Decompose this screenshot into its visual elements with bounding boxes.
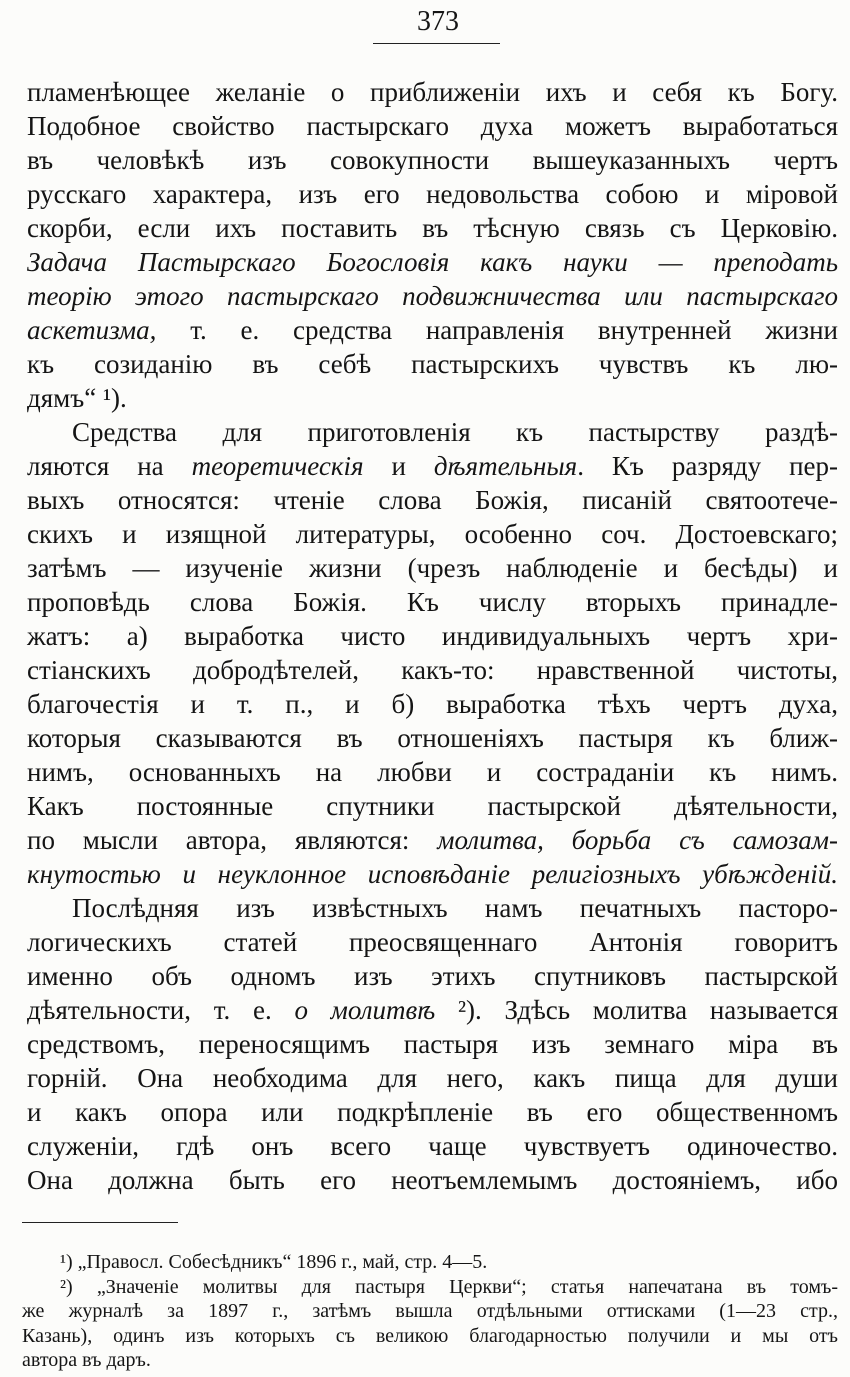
- text-line: Средства для приготовленія къ пастырству раздѣ-: [72, 417, 838, 447]
- footnote-line: ¹) „Правосл. Собесѣдникъ“ 1896 г., май, стр. 4—5.: [60, 1251, 488, 1273]
- text-line: къ созиданію въ себѣ пастырскихъ чувствъ къ лю-: [27, 349, 838, 379]
- page-number: 373: [417, 6, 459, 37]
- footnotes: [22, 1250, 838, 1373]
- text-line: логическихъ статей преосвященнаго Антонія говоритъ: [27, 927, 838, 957]
- page-number-rule: [373, 43, 500, 44]
- footnote-line: ²) „Значеніе молитвы для пастыря Церкви“; статья напечатана въ томъ-: [60, 1275, 838, 1298]
- text-line: стіанскихъ добродѣтелей, какъ-то: нравственной чистоты,: [27, 655, 838, 685]
- text-line: выхъ относятся: чтеніе слова Божія, писаній святоотече-: [27, 485, 838, 515]
- italic-text: о молитвѣ: [294, 995, 436, 1025]
- italic-text: дѣятельныя: [433, 451, 578, 481]
- text-line: которыя сказываются въ отношеніяхъ пастыря къ ближ-: [27, 723, 838, 753]
- text-span: ляются на: [27, 451, 192, 481]
- footnote-2: [22, 1275, 838, 1373]
- text-line: горній. Она необходима для него, какъ пища для души: [27, 1063, 838, 1093]
- text-line: благочестія и т. п., и б) выработка тѣхъ чертъ духа,: [27, 689, 838, 719]
- footnote-line: автора въ даръ.: [22, 1349, 151, 1371]
- paragraph-3: [27, 891, 838, 1197]
- text-line: служеніи, гдѣ онъ всего чаще чувствуетъ одиночество.: [27, 1131, 838, 1161]
- footnote-rule: [22, 1222, 178, 1223]
- italic-text-line: Задача Пастырскаго Богословія какъ науки — преподать: [27, 247, 838, 277]
- footnote-line: же журналѣ за 1897 г., затѣмъ вышла отдѣльными оттисками (1—23 стр.,: [22, 1300, 838, 1322]
- italic-text-line: теорію этого пастырскаго подвижничества или пастырскаго: [27, 281, 838, 311]
- text-line: жатъ: а) выработка чисто индивидуальныхъ чертъ хри-: [27, 621, 838, 651]
- text-line: [27, 313, 838, 347]
- paragraph-2: [27, 415, 838, 891]
- italic-text-line: кнутостью и неуклонное исповѣданіе религіозныхъ убѣжденій.: [27, 859, 838, 889]
- text-line: Она должна быть его неотъемлемымъ достояніемъ, ибо: [27, 1165, 838, 1195]
- text-span: по мысли автора, являются:: [27, 825, 438, 855]
- text-line: пламенѣющее желаніе о приближеніи ихъ и себя къ Богу.: [27, 77, 838, 107]
- text-line: скихъ и изящной литературы, особенно соч. Достоевскаго;: [27, 519, 838, 549]
- text-span: . Къ разряду пер-: [577, 451, 838, 481]
- text-span: и: [363, 451, 434, 481]
- italic-text: теоретическія: [191, 451, 364, 481]
- text-line: дямъ“ ¹).: [27, 383, 127, 413]
- text-line: именно объ одномъ изъ этихъ спутниковъ пастырской: [27, 961, 838, 991]
- text-line: Подобное свойство пастырскаго духа можетъ выработаться: [27, 111, 838, 141]
- paragraph-1: [27, 75, 838, 415]
- footnote-line: Казань), одинъ изъ которыхъ съ великою благодарностью получили и мы отъ: [22, 1324, 838, 1347]
- text-line: нимъ, основанныхъ на любви и состраданіи къ нимъ.: [27, 757, 838, 787]
- text-line: Какъ постоянные спутники пастырской дѣятельности,: [27, 791, 838, 821]
- text-line: [27, 993, 838, 1027]
- body-text: [27, 75, 838, 1197]
- text-line: русскаго характера, изъ его недовольства собою и міровой: [27, 179, 838, 209]
- text-line: скорби, если ихъ поставить въ тѣсную связь съ Церковію.: [27, 213, 838, 243]
- italic-text: аскетизма,: [27, 315, 157, 345]
- text-span: ²). Здѣсь молитва называется: [435, 995, 838, 1025]
- text-line: [27, 449, 838, 483]
- text-span: дѣятельности, т. е.: [27, 995, 295, 1025]
- text-line: и какъ опора или подкрѣпленіе въ его общественномъ: [27, 1097, 838, 1127]
- text-line: проповѣдь слова Божія. Къ числу вторыхъ принадле-: [27, 587, 838, 617]
- text-line: Послѣдняя изъ извѣстныхъ намъ печатныхъ пасторо-: [72, 893, 838, 923]
- text-line: въ человѣкѣ изъ совокупности вышеуказанныхъ чертъ: [27, 145, 838, 175]
- footnote-1: [22, 1250, 838, 1275]
- italic-text: молитва, борьба съ самозам-: [437, 825, 839, 855]
- text-span: т. е. средства направленія внутренней жизни: [156, 315, 838, 345]
- text-line: затѣмъ — изученіе жизни (чрезъ наблюденіе и бесѣды) и: [27, 553, 838, 583]
- text-line: средствомъ, переносящимъ пастыря изъ земнаго міра въ: [27, 1029, 838, 1059]
- text-line: [27, 823, 838, 857]
